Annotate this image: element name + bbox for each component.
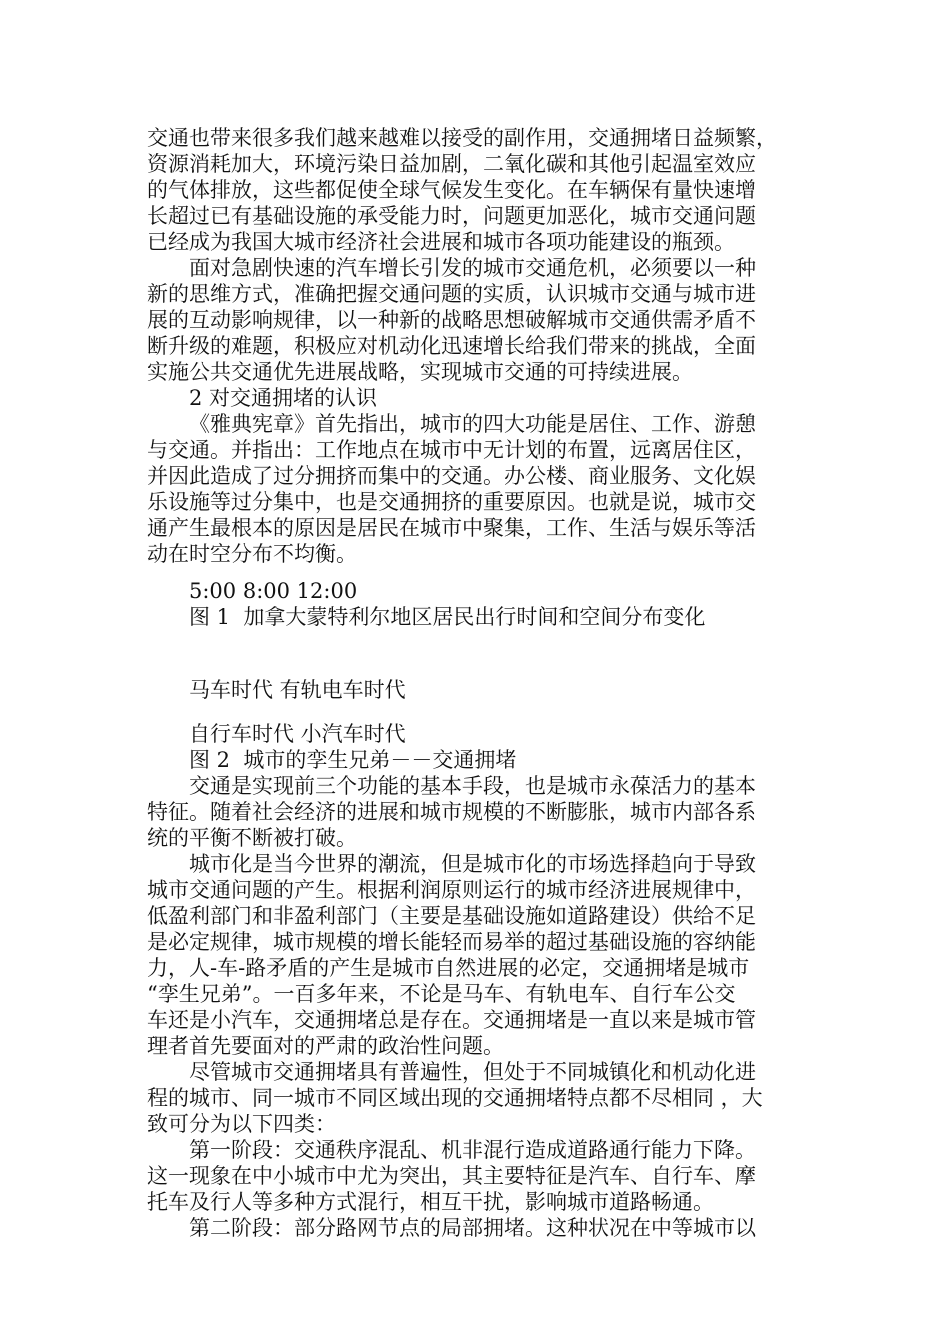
text-line: 展的互动影响规律，以一种新的战略思想破解城市交通供需矛盾不	[147, 308, 756, 332]
text-line: 的气体排放，这些都促使全球气候发生变化。在车辆保有量快速增	[147, 178, 756, 202]
text-line: 断升级的难题，积极应对机动化迅速增长给我们带来的挑战，全面	[147, 334, 756, 358]
text-line: 通产生最根本的原因是居民在城市中聚集，工作、生活与娱乐等活	[147, 516, 756, 540]
figure-1-caption: 图 1 加拿大蒙特利尔地区居民出行时间和空间分布变化	[189, 605, 706, 629]
text-line: 托车及行人等多种方式混行，相互干扰，影响城市道路畅通。	[147, 1190, 714, 1214]
text-line: 资源消耗加大，环境污染日益加剧，二氧化碳和其他引起温室效应	[147, 152, 756, 176]
figure-2-caption: 图 2 城市的孪生兄弟－－交通拥堵	[189, 748, 517, 772]
text-line: 与交通。并指出：工作地点在城市中无计划的布置，远离居住区，	[147, 438, 756, 462]
text-line: 力，人-车-路矛盾的产生是城市自然进展的必定，交通拥堵是城市	[147, 956, 750, 980]
figure-time-labels: 5:00 8:00 12:00	[189, 579, 358, 603]
paragraph-first-line: 第一阶段：交通秩序混乱、机非混行造成道路通行能力下降。	[189, 1138, 756, 1162]
text-line: 已经成为我国大城市经济社会进展和城市各项功能建设的瓶颈。	[147, 230, 735, 254]
text-line: 实施公共交通优先进展战略，实现城市交通的可持续进展。	[147, 360, 693, 384]
text-line: 是必定规律，城市规模的增长能轻而易举的超过基础设施的容纳能	[147, 930, 756, 954]
paragraph-first-line: 交通是实现前三个功能的基本手段，也是城市永葆活力的基本	[189, 774, 756, 798]
text-line: 并因此造成了过分拥挤而集中的交通。办公楼、商业服务、文化娱	[147, 464, 756, 488]
text-line: 车还是小汽车，交通拥堵总是存在。交通拥堵是一直以来是城市管	[147, 1008, 756, 1032]
paragraph-first-line: 尽管城市交通拥堵具有普遍性，但处于不同城镇化和机动化进	[189, 1060, 756, 1084]
text-line: 低盈利部门和非盈利部门（主要是基础设施如道路建设）供给不足	[147, 904, 756, 928]
text-line: 这一现象在中小城市中尤为突出，其主要特征是汽车、自行车、摩	[147, 1164, 756, 1188]
text-line: 程的城市、同一城市不同区域出现的交通拥堵特点都不尽相同 ，大	[147, 1086, 763, 1110]
text-line: “孪生兄弟”。一百多年来，不论是马车、有轨电车、自行车公交	[147, 982, 736, 1006]
figure-2-labels-bottom: 自行车时代 小汽车时代	[189, 722, 406, 746]
text-line: 理者首先要面对的严肃的政治性问题。	[147, 1034, 504, 1058]
text-line: 特征。随着社会经济的进展和城市规模的不断膨胀，城市内部各系	[147, 800, 756, 824]
text-line: 统的平衡不断被打破。	[147, 826, 357, 850]
text-line: 乐设施等过分集中，也是交通拥挤的重要原因。也就是说，城市交	[147, 490, 756, 514]
paragraph-first-line: 面对急剧快速的汽车增长引发的城市交通危机，必须要以一种	[189, 256, 756, 280]
figure-2-labels-top: 马车时代 有轨电车时代	[189, 678, 406, 702]
paragraph-first-line: 城市化是当今世界的潮流，但是城市化的市场选择趋向于导致	[189, 852, 756, 876]
paragraph-first-line: 第二阶段：部分路网节点的局部拥堵。这种状况在中等城市以	[189, 1216, 756, 1240]
text-line: 动在时空分布不均衡。	[147, 542, 357, 566]
section-heading: 2 对交通拥堵的认识	[189, 386, 378, 410]
text-line: 城市交通问题的产生。根据利润原则运行的城市经济进展规律中，	[147, 878, 756, 902]
text-line: 新的思维方式，准确把握交通问题的实质，认识城市交通与城市进	[147, 282, 756, 306]
text-line: 长超过已有基础设施的承受能力时，问题更加恶化，城市交通问题	[147, 204, 756, 228]
paragraph-first-line: 《雅典宪章》首先指出，城市的四大功能是居住、工作、游憩	[189, 412, 756, 436]
text-line: 致可分为以下四类：	[147, 1112, 336, 1136]
text-line: 交通也带来很多我们越来越难以接受的副作用，交通拥堵日益频繁，	[147, 126, 777, 150]
